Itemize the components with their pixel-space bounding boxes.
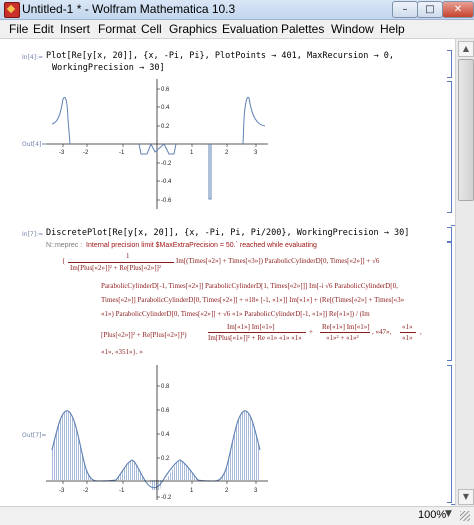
msg-denominator: Im[Plus[«2»]]² + Re[Plus[«2»]]²	[70, 264, 161, 272]
plot2-ytick-label: 0.4	[161, 432, 170, 438]
minimize-button[interactable]: –	[392, 1, 418, 18]
plot1-xtick-label: -2	[83, 150, 89, 156]
menu-graphics[interactable]: Graphics	[169, 22, 218, 36]
plot1-ytick-label: 0.6	[161, 87, 170, 93]
plot1-ytick-label: -0.2	[161, 161, 172, 167]
mathematica-icon	[4, 2, 20, 18]
plot1-curve-right	[243, 97, 265, 144]
in4-cell-bracket[interactable]	[447, 50, 452, 78]
close-button[interactable]: ✕	[442, 1, 474, 18]
message-tag: N::meprec :	[46, 242, 83, 249]
msg-line5-den2: «1»² + «1»²	[326, 334, 359, 342]
msg-line1-tail: Im[(Times[«2»] + Times[«3»]) ParabolicCylinderD[0, Times[«2»]] + √6	[176, 257, 380, 265]
plot2-ytick-label: 0.2	[161, 456, 170, 462]
plot2-xtick-label: 3	[254, 488, 258, 494]
plot1-ytick-label: -0.4	[161, 179, 172, 185]
plot1-y-ticks	[157, 89, 160, 200]
msg-fraction-bar	[208, 332, 306, 333]
msg-open-brace: {	[62, 257, 66, 265]
plot2-fill-right	[214, 411, 260, 480]
menu-evaluation[interactable]: Evaluation	[222, 22, 279, 36]
msg-line2: ParabolicCylinderD[-1, Times[«2»]] ParabolicCylinderD[1, Times[«2»]]] Im[-i √6 ParabolicCylinderD[0,	[101, 282, 398, 290]
menu-edit[interactable]: Edit	[33, 22, 54, 36]
msg-plus: +	[309, 328, 313, 336]
in4-code-line1[interactable]: Plot[Re[y[x, 20]], {x, -Pi, Pi}, PlotPoints → 401, MaxRecursion → 0,	[46, 51, 394, 61]
status-bar	[0, 506, 474, 525]
resize-grip-icon[interactable]	[460, 511, 470, 521]
msg-line3: Times[«2»]] ParabolicCylinderD[0, Times[«2»]] + «18» [-1, «1»]] Im[«1»] + (Re[(Times[«2»] + Times[«3»	[101, 296, 405, 304]
plot1-axes	[46, 79, 268, 209]
scroll-thumb[interactable]	[458, 59, 474, 201]
in7-label: In[7]:=	[22, 231, 44, 238]
plot1-curve-center	[139, 144, 176, 154]
menu-window[interactable]: Window	[331, 22, 374, 36]
plot2-ytick-label: 0.6	[161, 408, 170, 414]
out7-label: Out[7]=	[22, 432, 47, 439]
notebook-content[interactable]	[0, 39, 455, 506]
menu-palettes[interactable]: Palettes	[281, 22, 325, 36]
plot1-xtick-label: 1	[190, 150, 194, 156]
msg-line5-den1: Im[Plus[«1»]]² + Re «1» «1» «1»	[208, 334, 302, 342]
menu-cell[interactable]: Cell	[141, 22, 162, 36]
plot1-spike-negative	[209, 144, 211, 199]
msg-line5-num1: Im[«1»] Im[«1»]	[227, 323, 275, 331]
msg-numerator: 1	[126, 252, 130, 260]
plot2-fill-center	[116, 460, 146, 480]
msg-comma: ,	[420, 328, 422, 336]
menu-help[interactable]: Help	[380, 22, 405, 36]
plot1-xtick-label: 2	[225, 150, 229, 156]
plot1-xtick-label: -1	[119, 150, 125, 156]
plot1-curve-left	[52, 97, 70, 144]
in4-code-line2[interactable]: WorkingPrecision → 30]	[52, 63, 165, 73]
zoom-dropdown-icon[interactable]: ▼	[445, 509, 452, 519]
maximize-button[interactable]: □	[417, 1, 443, 18]
plot1-x-ticks	[63, 144, 256, 147]
plot1-xtick-label: 3	[254, 150, 258, 156]
menu-format[interactable]: Format	[98, 22, 137, 36]
msg-line5-den3: «1»	[402, 334, 413, 342]
scroll-down-icon[interactable]: ▼	[458, 489, 474, 505]
plot1-xtick-label: -3	[59, 150, 65, 156]
zoom-level[interactable]: 100%	[418, 509, 447, 521]
in7-code-line1[interactable]: DiscretePlot[Re[y[x, 20]], {x, -Pi, Pi, Pi/200}, WorkingPrecision → 30]	[46, 228, 410, 238]
plot2-ytick-label: 0.8	[161, 384, 170, 390]
plot2-xtick-label: -1	[119, 488, 125, 494]
scroll-up-icon[interactable]: ▲	[458, 41, 474, 57]
out4-label: Out[4]=	[22, 141, 47, 148]
plot1-ytick-label: 0.4	[161, 105, 170, 111]
message-text: Internal precision limit $MaxExtraPrecision = 50.` reached while evaluating	[86, 242, 317, 249]
plot2-ytick-label: -0.2	[161, 495, 172, 501]
msg-line4: «1») ParabolicCylinderD[0, Times[«2»]] + √6 «1» ParabolicCylinderD[-1, «1»]] Re[«1»]) / (Im	[101, 310, 370, 318]
msg-line5-num2: Re[«1»] Im[«1»]	[322, 323, 370, 331]
msg-line5-num3: «1»	[402, 323, 413, 331]
msg-fraction-bar	[68, 262, 174, 263]
out4-cell-bracket[interactable]	[447, 81, 452, 213]
plot2-xtick-label: -2	[83, 488, 89, 494]
plot2-xtick-label: 2	[225, 488, 229, 494]
plot2-fill-center-r	[166, 460, 198, 480]
msg-line5a: [Plus[«2»]]² + Re[Plus[«2»]]²)	[101, 331, 187, 339]
vertical-scrollbar[interactable]	[455, 39, 474, 506]
plot1-graphics[interactable]	[46, 79, 271, 214]
in4-label: In[4]:=	[22, 54, 44, 61]
msg-line5-tail1: , «47»,	[372, 328, 392, 336]
menu-bar	[0, 20, 474, 39]
plot2-graphics[interactable]	[46, 365, 276, 503]
plot2-xtick-label: -3	[59, 488, 65, 494]
msg-fraction-bar	[320, 332, 370, 333]
msg-line6: «1», «351»}. »	[101, 348, 143, 356]
plot1-ytick-label: 0.2	[161, 124, 170, 130]
plot2-fill-left	[52, 411, 98, 480]
title-bar	[0, 0, 474, 20]
window-title: Untitled-1 * - Wolfram Mathematica 10.3	[22, 2, 236, 16]
plot2-xtick-label: 1	[190, 488, 194, 494]
menu-file[interactable]: File	[9, 22, 29, 36]
msg-fraction-bar	[400, 332, 416, 333]
plot1-ytick-label: -0.6	[161, 198, 172, 204]
menu-insert[interactable]: Insert	[60, 22, 91, 36]
